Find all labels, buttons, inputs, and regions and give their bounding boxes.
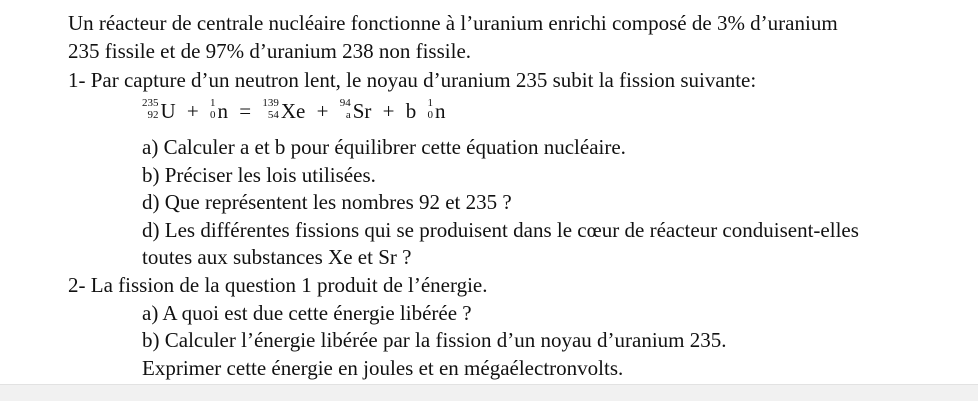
element-symbol: Sr xyxy=(352,99,372,123)
coefficient-b: b xyxy=(405,99,417,123)
element-symbol: Xe xyxy=(280,99,306,123)
question-1d-second-cont: toutes aux substances Xe et Sr ? xyxy=(142,245,412,269)
nuclide-strontium xyxy=(340,98,372,124)
equals-sign: = xyxy=(239,99,252,123)
mass-number: 139 xyxy=(262,97,279,109)
mass-number: 1 xyxy=(427,97,433,109)
question-1a: a) Calculer a et b pour équilibrer cette équation nucléaire. xyxy=(142,135,626,159)
question-1d-second: d) Les différentes fissions qui se produisent dans le cœur de réacteur conduisent-elles xyxy=(142,218,859,242)
atomic-number: a xyxy=(345,109,351,121)
nuclide-uranium xyxy=(142,98,176,124)
plus-sign: + xyxy=(316,99,329,123)
fission-equation xyxy=(142,98,445,124)
plus-sign: + xyxy=(382,99,395,123)
element-symbol: U xyxy=(160,99,176,123)
intro-line-2: 235 fissile et de 97% d’uranium 238 non fissile. xyxy=(68,39,472,63)
intro-line-1: Un réacteur de centrale nucléaire fonctionne à l’uranium enrichi composé de 3% d’uranium xyxy=(68,11,838,35)
element-symbol: n xyxy=(434,99,446,123)
question-1b: b) Préciser les lois utilisées. xyxy=(142,163,376,187)
question-1-title: 1- Par capture d’un neutron lent, le noyau d’uranium 235 subit la fission suivante: xyxy=(68,68,757,92)
atomic-number: 0 xyxy=(427,109,433,121)
element-symbol: n xyxy=(217,99,229,123)
mass-number: 1 xyxy=(210,97,216,109)
plus-sign: + xyxy=(186,99,199,123)
question-2-title: 2- La fission de la question 1 produit de l’énergie. xyxy=(68,273,488,297)
question-2b: b) Calculer l’énergie libérée par la fission d’un noyau d’uranium 235. xyxy=(142,328,727,352)
atomic-number: 92 xyxy=(147,109,159,121)
mass-number: 94 xyxy=(339,97,351,109)
question-2b-cont: Exprimer cette énergie en joules et en mégaélectronvolts. xyxy=(142,356,624,380)
mass-number: 235 xyxy=(142,97,159,109)
nuclide-neutron xyxy=(210,98,228,124)
bottom-band xyxy=(0,384,978,401)
question-1d: d) Que représentent les nombres 92 et 235 ? xyxy=(142,190,512,214)
nuclide-neutron xyxy=(427,98,445,124)
atomic-number: 54 xyxy=(267,109,279,121)
nuclide-xenon xyxy=(262,98,305,124)
question-2a: a) A quoi est due cette énergie libérée ? xyxy=(142,301,472,325)
atomic-number: 0 xyxy=(210,109,216,121)
